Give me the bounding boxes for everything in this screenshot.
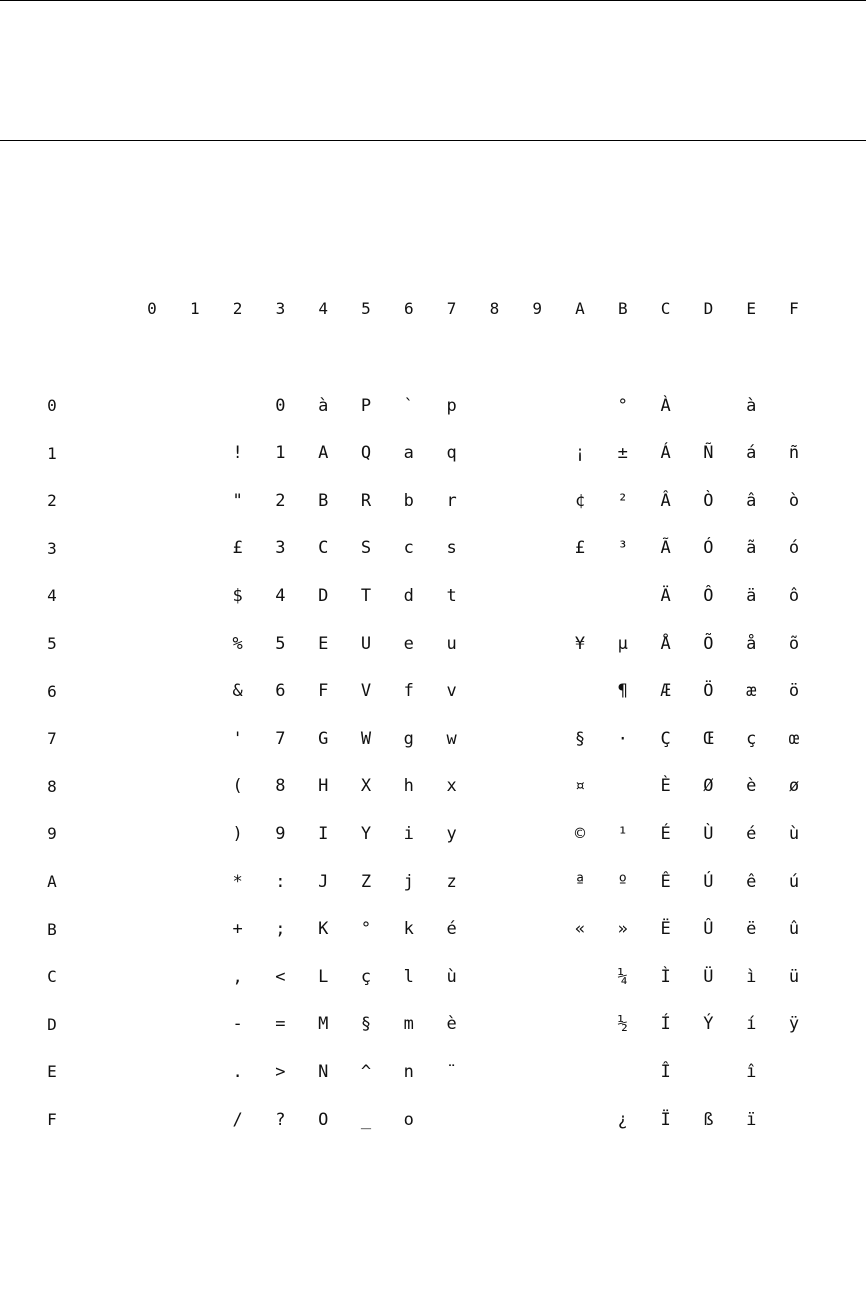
char-cell-AB: « — [574, 919, 586, 940]
char-cell-5B: ° — [360, 919, 372, 940]
char-cell-6E: n — [403, 1061, 414, 1082]
char-cell-DF: ß — [703, 1109, 714, 1130]
row-header-C: C — [47, 967, 57, 987]
char-cell-F2: ò — [788, 490, 800, 511]
char-cell-EE: î — [746, 1061, 757, 1082]
char-cell-A9: © — [574, 823, 586, 844]
char-cell-6F: o — [403, 1109, 414, 1130]
char-cell-56: V — [360, 681, 372, 702]
char-cell-2C: , — [232, 966, 243, 987]
char-cell-7B: é — [446, 919, 457, 940]
char-cell-67: g — [403, 728, 414, 749]
char-cell-35: 5 — [275, 633, 286, 654]
char-cell-D6: Ö — [703, 681, 714, 702]
column-header-3: 3 — [275, 299, 286, 318]
row-header-E: E — [47, 1062, 57, 1082]
char-cell-43: C — [318, 538, 329, 559]
char-cell-BA: º — [617, 871, 628, 892]
char-cell-B0: ° — [617, 395, 628, 416]
char-cell-E3: ã — [746, 538, 757, 559]
char-cell-5E: ^ — [360, 1061, 372, 1082]
char-cell-2E: . — [232, 1061, 243, 1082]
char-cell-E8: è — [746, 776, 757, 797]
char-cell-5F: _ — [360, 1109, 372, 1130]
char-cell-77: w — [446, 728, 457, 749]
row-header-8: 8 — [47, 776, 57, 796]
char-cell-C6: Æ — [660, 681, 671, 702]
char-cell-E9: é — [746, 823, 757, 844]
char-cell-3C: < — [275, 966, 286, 987]
column-header-4: 4 — [318, 299, 328, 318]
char-cell-C7: Ç — [660, 728, 671, 749]
char-cell-37: 7 — [275, 728, 286, 749]
column-header-6: 6 — [403, 299, 414, 318]
char-cell-F1: ñ — [788, 443, 800, 464]
char-cell-39: 9 — [275, 823, 286, 844]
char-cell-EB: ë — [746, 919, 757, 940]
char-cell-23: £ — [232, 538, 243, 559]
char-cell-38: 8 — [275, 776, 286, 797]
char-cell-EF: ï — [746, 1109, 757, 1130]
char-cell-6A: j — [403, 871, 414, 892]
char-cell-24: $ — [232, 585, 243, 606]
char-cell-76: v — [446, 681, 457, 702]
char-cell-7A: z — [446, 871, 457, 892]
char-cell-D5: Õ — [703, 633, 714, 654]
char-cell-32: 2 — [275, 490, 286, 511]
char-cell-A3: £ — [574, 538, 586, 559]
char-cell-2A: * — [232, 871, 243, 892]
char-cell-5A: Z — [360, 871, 372, 892]
char-cell-74: t — [446, 585, 457, 606]
char-cell-D3: Ó — [703, 538, 714, 559]
char-cell-C9: É — [660, 823, 671, 844]
char-cell-21: ! — [232, 443, 243, 464]
char-cell-2B: + — [232, 919, 243, 940]
row-header-7: 7 — [47, 729, 57, 749]
char-cell-A8: ¤ — [574, 776, 586, 797]
char-cell-49: I — [318, 823, 329, 844]
char-cell-A5: ¥ — [574, 633, 586, 654]
char-cell-E2: â — [746, 490, 757, 511]
column-header-1: 1 — [189, 299, 200, 318]
char-cell-FA: ú — [788, 871, 800, 892]
row-header-1: 1 — [47, 443, 57, 463]
char-cell-F8: ø — [788, 776, 800, 797]
char-cell-5C: ç — [360, 966, 372, 987]
char-cell-BC: ¼ — [617, 966, 628, 987]
char-cell-2D: - — [232, 1014, 243, 1035]
char-cell-D8: Ø — [703, 776, 714, 797]
char-cell-42: B — [318, 490, 329, 511]
column-header-9: 9 — [532, 299, 542, 318]
row-header-9: 9 — [47, 824, 57, 844]
char-cell-CC: Ì — [660, 966, 671, 987]
char-cell-B2: ² — [617, 490, 628, 511]
char-cell-68: h — [403, 776, 414, 797]
char-cell-C3: Ã — [660, 538, 671, 559]
row-header-6: 6 — [47, 681, 57, 701]
char-cell-CD: Í — [660, 1014, 671, 1035]
char-cell-57: W — [360, 728, 372, 749]
column-header-2: 2 — [232, 299, 243, 318]
char-cell-29: ) — [232, 823, 243, 844]
char-cell-54: T — [360, 585, 372, 606]
char-cell-63: c — [403, 538, 414, 559]
char-cell-F7: œ — [788, 728, 800, 749]
char-cell-34: 4 — [275, 585, 286, 606]
row-header-3: 3 — [47, 538, 57, 558]
char-cell-B6: ¶ — [617, 681, 628, 702]
char-cell-7E: ¨ — [446, 1061, 457, 1082]
char-cell-D7: Œ — [703, 728, 714, 749]
row-header-5: 5 — [47, 634, 57, 653]
char-cell-D4: Ô — [703, 585, 714, 606]
char-cell-A7: § — [574, 728, 586, 749]
char-cell-4D: M — [318, 1014, 329, 1035]
row-header-0: 0 — [47, 396, 57, 415]
row-header-D: D — [47, 1014, 57, 1034]
char-cell-B9: ¹ — [617, 823, 628, 844]
char-cell-E6: æ — [746, 681, 757, 702]
char-cell-72: r — [446, 490, 457, 511]
char-cell-78: x — [446, 776, 457, 797]
char-cell-3A: : — [275, 871, 286, 892]
char-cell-7D: è — [446, 1014, 457, 1035]
char-cell-D9: Ù — [703, 823, 714, 844]
column-header-8: 8 — [489, 299, 500, 318]
char-cell-FD: ÿ — [788, 1014, 800, 1035]
char-cell-F3: ó — [788, 538, 800, 559]
char-cell-CB: Ë — [660, 919, 671, 940]
column-header-A: A — [575, 299, 585, 318]
char-cell-31: 1 — [275, 443, 286, 464]
char-cell-3F: ? — [275, 1109, 286, 1130]
char-cell-7C: ù — [446, 966, 457, 987]
char-cell-50: P — [360, 395, 372, 416]
char-cell-D2: Ò — [703, 490, 714, 511]
row-header-4: 4 — [47, 586, 57, 606]
char-cell-CA: Ê — [660, 871, 671, 892]
row-header-2: 2 — [47, 491, 57, 511]
char-cell-CF: Ï — [660, 1109, 671, 1130]
char-cell-27: ' — [232, 728, 243, 749]
char-cell-58: X — [360, 776, 372, 797]
column-header-E: E — [746, 299, 756, 318]
column-header-F: F — [789, 299, 799, 318]
char-cell-DB: Û — [703, 919, 714, 940]
char-cell-CE: Î — [660, 1061, 671, 1082]
char-cell-5D: § — [360, 1014, 372, 1035]
char-cell-62: b — [403, 490, 414, 511]
char-cell-60: ` — [403, 395, 414, 416]
char-cell-4B: K — [318, 919, 329, 940]
char-cell-4E: N — [318, 1061, 329, 1082]
char-cell-4C: L — [318, 966, 329, 987]
column-header-B: B — [617, 299, 628, 318]
char-cell-66: f — [403, 681, 414, 702]
char-cell-65: e — [403, 633, 414, 654]
char-cell-6C: l — [403, 966, 414, 987]
char-cell-C4: Ä — [660, 585, 671, 606]
char-cell-A1: ¡ — [574, 443, 586, 464]
char-cell-FB: û — [788, 919, 800, 940]
char-cell-F6: ö — [788, 681, 800, 702]
char-cell-48: H — [318, 776, 329, 797]
char-cell-3D: = — [275, 1014, 286, 1035]
char-cell-41: A — [318, 443, 329, 464]
char-cell-28: ( — [232, 776, 243, 797]
char-cell-4F: O — [318, 1109, 329, 1130]
char-cell-6B: k — [403, 919, 414, 940]
char-cell-3E: > — [275, 1061, 286, 1082]
char-cell-C5: Å — [660, 633, 671, 654]
char-cell-BB: » — [617, 919, 628, 940]
char-cell-E4: ä — [746, 585, 757, 606]
char-cell-69: i — [403, 823, 414, 844]
char-cell-BD: ½ — [617, 1014, 628, 1035]
char-cell-70: p — [446, 395, 457, 416]
char-cell-E5: å — [746, 633, 757, 654]
char-cell-73: s — [446, 538, 457, 559]
column-header-D: D — [703, 299, 714, 318]
char-cell-4A: J — [318, 871, 329, 892]
char-cell-25: % — [232, 633, 243, 654]
char-cell-E1: á — [746, 443, 757, 464]
char-cell-B5: µ — [617, 633, 628, 654]
char-cell-DC: Ü — [703, 966, 714, 987]
char-cell-47: G — [318, 728, 329, 749]
char-cell-46: F — [318, 681, 329, 702]
char-cell-40: à — [318, 395, 329, 416]
char-cell-33: 3 — [275, 538, 286, 559]
char-cell-59: Y — [360, 823, 372, 844]
char-cell-C8: È — [660, 776, 671, 797]
column-header-5: 5 — [361, 299, 371, 318]
char-cell-BF: ¿ — [617, 1109, 628, 1130]
char-cell-36: 6 — [275, 681, 286, 702]
char-cell-26: & — [232, 681, 243, 702]
row-header-A: A — [47, 872, 57, 891]
char-cell-A2: ¢ — [574, 490, 586, 511]
char-cell-22: " — [232, 490, 243, 511]
char-cell-44: D — [318, 585, 329, 606]
char-cell-FC: ü — [788, 966, 800, 987]
char-cell-C0: À — [660, 395, 671, 416]
char-cell-B7: · — [617, 728, 628, 749]
char-cell-79: y — [446, 823, 457, 844]
char-cell-DA: Ú — [703, 871, 714, 892]
char-cell-71: q — [446, 443, 457, 464]
char-cell-F4: ô — [788, 585, 800, 606]
char-cell-55: U — [360, 633, 372, 654]
char-cell-E7: ç — [746, 728, 757, 749]
char-cell-F5: õ — [788, 633, 800, 654]
char-cell-E0: à — [746, 395, 757, 416]
row-header-F: F — [47, 1110, 57, 1129]
char-cell-C1: Á — [660, 443, 671, 464]
char-cell-EA: ê — [746, 871, 757, 892]
char-cell-64: d — [403, 585, 414, 606]
char-cell-30: 0 — [275, 395, 286, 416]
row-header-B: B — [47, 919, 57, 939]
char-cell-B1: ± — [617, 443, 628, 464]
char-cell-2F: / — [232, 1109, 243, 1130]
char-cell-53: S — [360, 538, 372, 559]
char-cell-ED: í — [746, 1014, 757, 1035]
char-cell-45: E — [318, 633, 329, 654]
char-cell-C2: Â — [660, 490, 671, 511]
char-cell-DD: Ý — [703, 1014, 714, 1035]
char-cell-EC: ì — [746, 966, 757, 987]
char-cell-75: u — [446, 633, 457, 654]
char-cell-D1: Ñ — [703, 443, 714, 464]
column-header-C: C — [660, 299, 671, 318]
char-cell-AA: ª — [574, 871, 586, 892]
char-cell-6D: m — [403, 1014, 414, 1035]
column-header-7: 7 — [446, 299, 457, 318]
char-cell-B3: ³ — [617, 538, 628, 559]
char-cell-52: R — [360, 490, 372, 511]
char-cell-F9: ù — [788, 823, 800, 844]
char-cell-3B: ; — [275, 919, 286, 940]
char-cell-51: Q — [360, 443, 372, 464]
column-header-0: 0 — [147, 299, 157, 318]
char-cell-61: a — [403, 443, 414, 464]
